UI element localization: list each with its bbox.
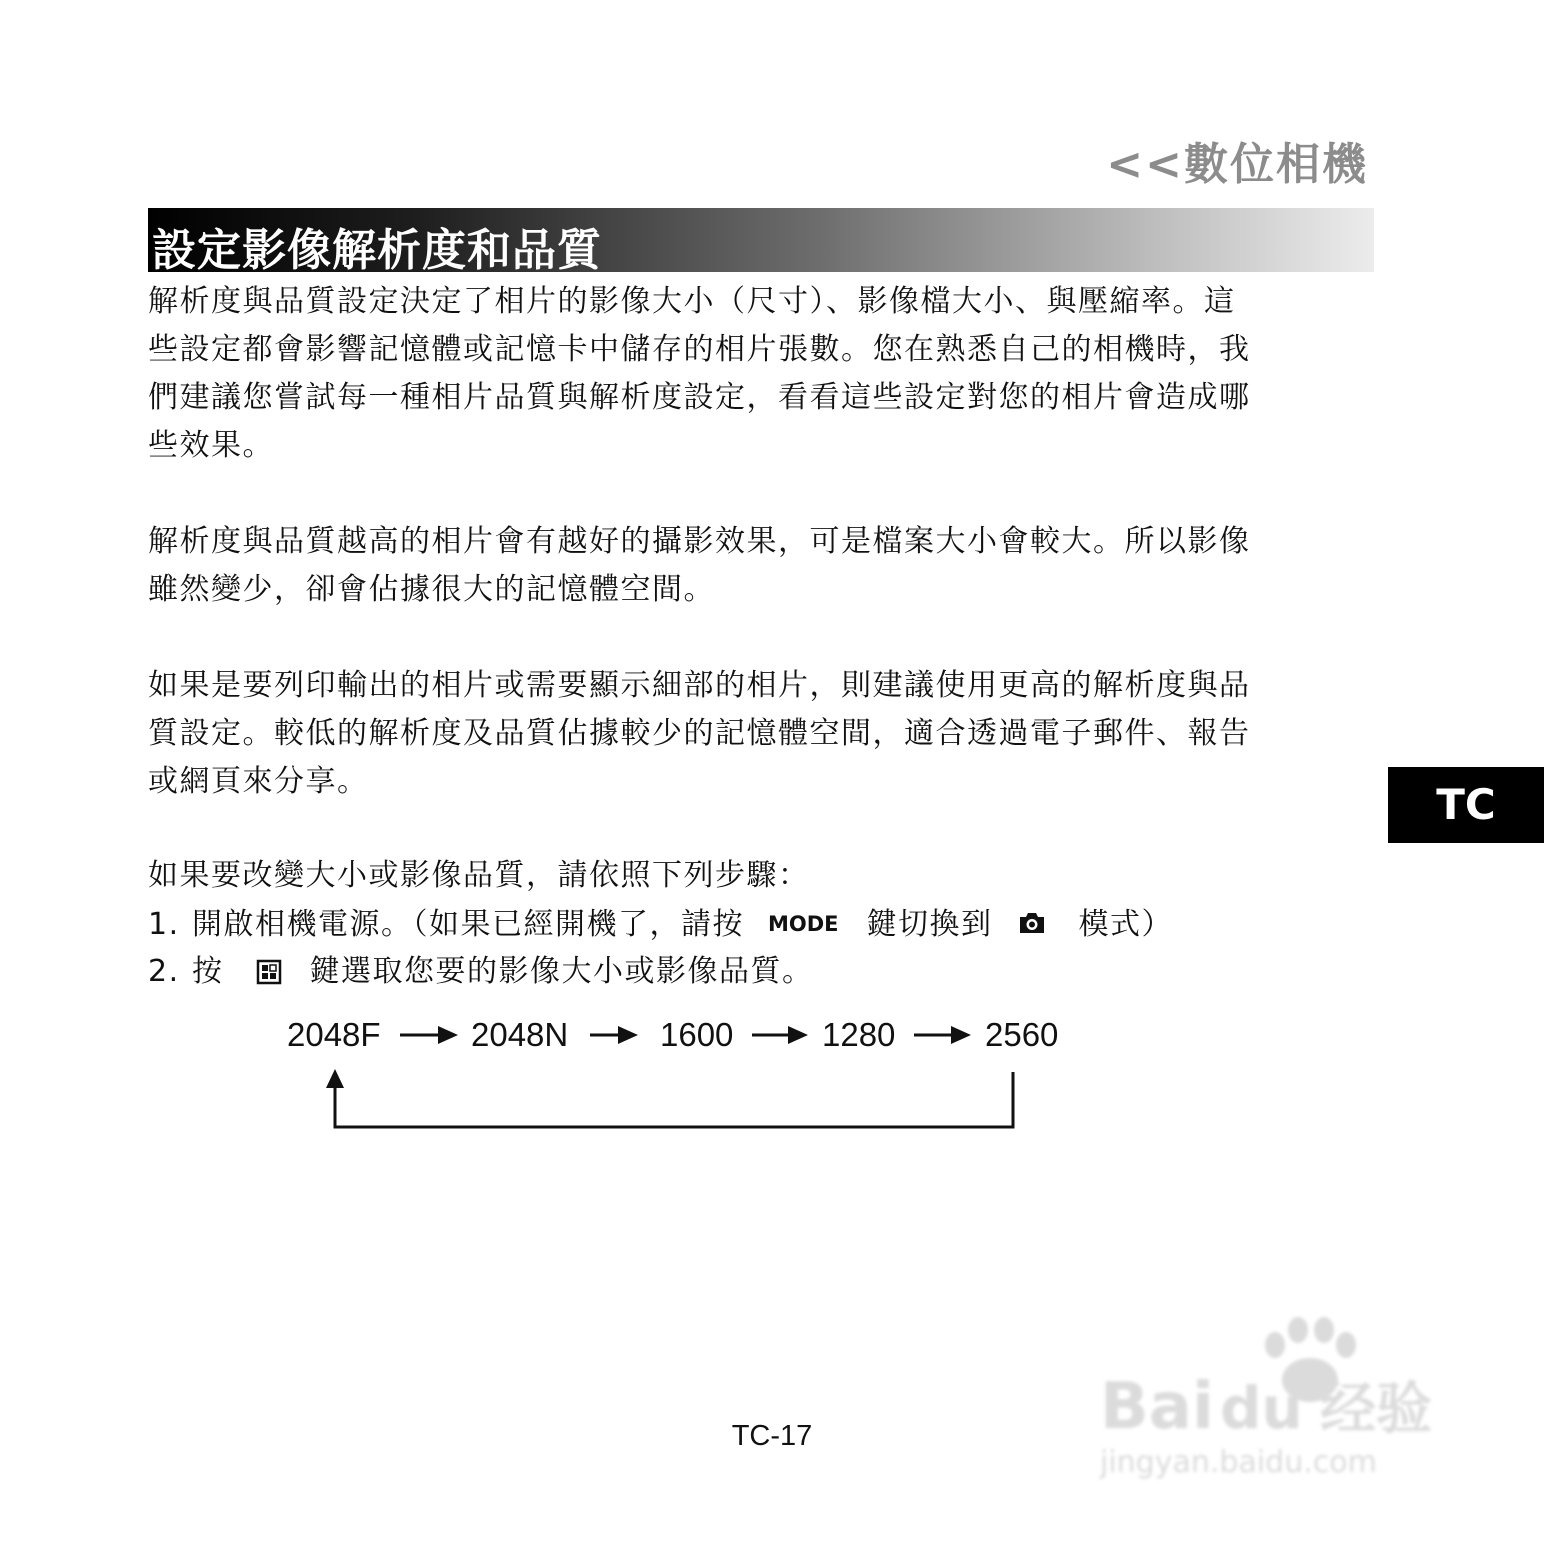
baidu-watermark xyxy=(1080,1300,1480,1500)
svg-text:jingyan.baidu.com: jingyan.baidu.com xyxy=(1100,1445,1377,1480)
step-text: 開啟相機電源。（如果已經開機了，請按 xyxy=(192,907,744,942)
step-text: 模式） xyxy=(1078,907,1174,942)
step-number: 1. xyxy=(148,907,180,942)
flow-size-label: 1600 xyxy=(660,1016,734,1053)
mode-button-label: MODE xyxy=(768,912,839,936)
camera-icon xyxy=(1017,905,1047,935)
paragraph-usage xyxy=(148,662,1374,806)
step-text: 按 xyxy=(192,954,224,989)
section-title: 設定影像解析度和品質 xyxy=(152,225,602,276)
step-2 xyxy=(148,948,814,996)
paragraph-line: 如果是要列印輸出的相片或需要顯示細部的相片，則建議使用更高的解析度與品 xyxy=(148,668,1251,703)
paragraph-line: 些效果。 xyxy=(148,428,274,463)
flow-return-arrow xyxy=(326,1069,1013,1127)
flow-size-label: 1280 xyxy=(822,1016,896,1053)
flow-size-label: 2048N xyxy=(471,1016,569,1053)
section-title-bar xyxy=(148,208,1374,276)
flow-arrow xyxy=(590,1026,638,1044)
paragraph-line: 些設定都會影響記憶體或記憶卡中儲存的相片張數。您在熟悉自己的相機時，我 xyxy=(148,332,1251,367)
paragraph-line: 或網頁來分享。 xyxy=(148,764,369,799)
step-1 xyxy=(148,900,1173,949)
svg-text:Bai: Bai xyxy=(1100,1370,1214,1444)
flow-size-label: 2048F xyxy=(287,1016,381,1053)
paragraph-line: 解析度與品質設定決定了相片的影像大小（尺寸）、影像檔大小、與壓縮率。這 xyxy=(148,284,1236,319)
paragraph-intro xyxy=(148,278,1374,470)
flow-size-label: 2560 xyxy=(985,1016,1059,1053)
flow-arrow xyxy=(752,1026,808,1044)
svg-text:经验: 经验 xyxy=(1320,1377,1432,1442)
chapter-header: <<數位相機 xyxy=(1106,139,1368,190)
menu-grid-icon xyxy=(256,952,282,978)
paragraph-line: 質設定。較低的解析度及品質佔據較少的記憶體空間，適合透過電子郵件、報告 xyxy=(148,716,1251,751)
paragraph-line: 雖然變少，卻會佔據很大的記憶體空間。 xyxy=(148,572,715,607)
flow-arrow xyxy=(400,1026,458,1044)
page-number: TC-17 xyxy=(731,1420,813,1452)
paragraph-line: 解析度與品質越高的相片會有越好的攝影效果，可是檔案大小會較大。所以影像 xyxy=(148,524,1251,559)
language-tab: TC xyxy=(1388,767,1544,843)
step-text: 鍵切換到 xyxy=(866,907,993,942)
step-number: 2. xyxy=(148,954,180,989)
paragraph-line: 們建議您嘗試每一種相片品質與解析度設定，看看這些設定對您的相片會造成哪 xyxy=(148,380,1251,415)
svg-text:du: du xyxy=(1220,1374,1303,1442)
step-text: 鍵選取您要的影像大小或影像品質。 xyxy=(309,954,814,989)
steps-intro: 如果要改變大小或影像品質，請依照下列步驟： xyxy=(148,858,810,893)
paragraph-quality xyxy=(148,518,1374,614)
flow-arrow xyxy=(914,1026,971,1044)
